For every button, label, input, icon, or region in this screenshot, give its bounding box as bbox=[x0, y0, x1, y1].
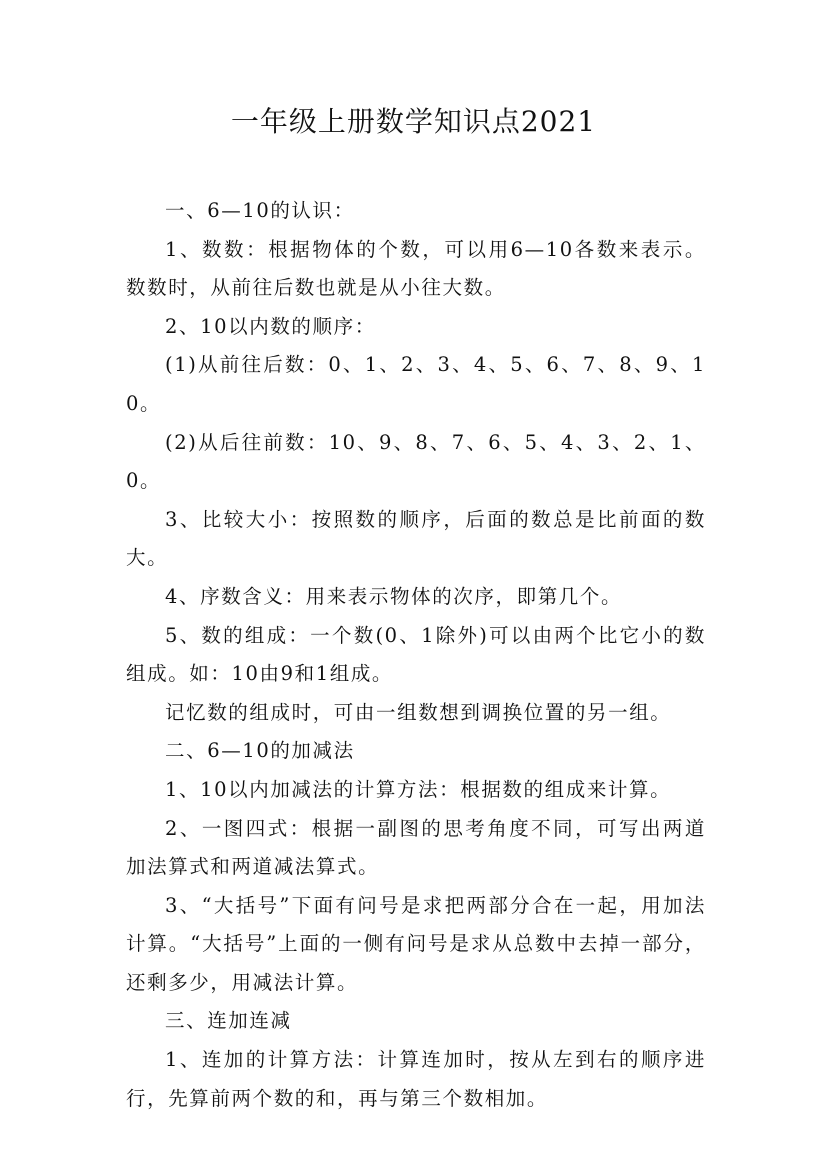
section-heading: 三、连加连减 bbox=[165, 1009, 292, 1033]
paragraph: 5、数的组成：一个数(0、1除外)可以由两个比它小的数组成。如：10由9和1组成。 bbox=[126, 623, 706, 686]
paragraph: 2、一图四式：根据一副图的思考角度不同，可写出两道加法算式和两道减法算式。 bbox=[126, 816, 706, 879]
paragraph: 2、10以内数的顺序： bbox=[165, 314, 376, 338]
paragraph: 记忆数的组成时，可由一组数想到调换位置的另一组。 bbox=[165, 700, 672, 724]
section-heading: 二、6—10的加减法 bbox=[165, 739, 355, 763]
section-heading: 一、6—10的认识： bbox=[165, 199, 355, 222]
paragraph: 1、连加的计算方法：计算连加时，按从左到右的顺序进行，先算前两个数的和，再与第三个数相加。 bbox=[126, 1048, 706, 1110]
paragraph: 4、序数含义：用来表示物体的次序，即第几个。 bbox=[165, 584, 623, 608]
paragraph: 1、数数：根据物体的个数，可以用6—10各数来表示。数数时，从前往后数也就是从小往大数。 bbox=[126, 237, 706, 300]
document-title: 一年级上册数学知识点2021 bbox=[230, 105, 597, 138]
paragraph: 1、10以内加减法的计算方法：根据数的组成来计算。 bbox=[165, 777, 672, 801]
paragraph: (1)从前往后数：0、1、2、3、4、5、6、7、8、9、10。 bbox=[126, 353, 706, 415]
document-body bbox=[126, 192, 706, 1118]
paragraph: 3、“大括号”下面有问号是求把两部分合在一起，用加法计算。“大括号”上面的一侧有问号是求从总数中去掉一部分，还剩多少，用减法计算。 bbox=[126, 893, 706, 994]
paragraph: (2)从后往前数：10、9、8、7、6、5、4、3、2、1、0。 bbox=[126, 430, 706, 493]
paragraph: 3、比较大小：按照数的顺序，后面的数总是比前面的数大。 bbox=[126, 507, 706, 570]
